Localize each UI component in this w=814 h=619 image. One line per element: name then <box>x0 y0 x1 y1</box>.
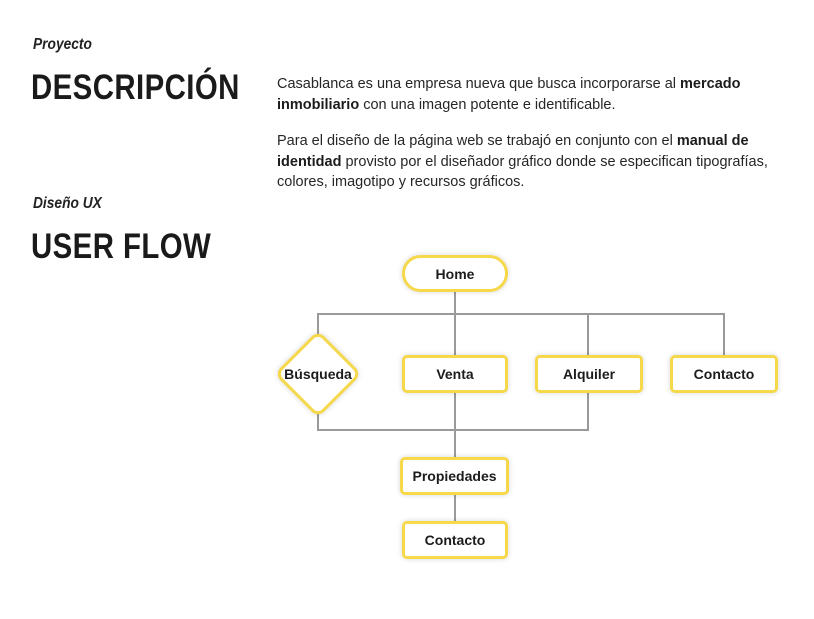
connector-bus-to-contacto <box>723 313 725 356</box>
p1-text-pre: Casablanca es una empresa nueva que busca incorporarse al <box>277 76 681 92</box>
p2-text-bold: manual de identidad <box>277 133 749 170</box>
connector-bottom-bus <box>317 429 589 431</box>
connector-propiedades-to-contacto <box>454 494 456 522</box>
flow-node-home <box>402 255 508 292</box>
flow-node-propiedades <box>400 457 509 495</box>
flow-node-contacto-top <box>670 355 778 393</box>
connector-alquiler-to-bottom-bus <box>587 392 589 431</box>
flow-node-busqueda-label: Búsqueda <box>284 366 352 382</box>
connector-venta-to-propiedades <box>454 392 456 458</box>
p2-text-pre: Para el diseño de la página web se trabajó en conjunto con el <box>277 133 677 149</box>
p2-text-post: provisto por el diseñador gráfico donde se especifican tipografías, colores, imagotipo y recursos gráficos. <box>277 153 768 190</box>
flow-node-contacto-top-label: Contacto <box>693 366 755 382</box>
connector-bus-to-alquiler <box>587 313 589 356</box>
section-eyebrow-proyecto: Proyecto <box>33 36 92 53</box>
flow-node-venta <box>402 355 508 393</box>
flow-node-alquiler-label: Alquiler <box>562 366 616 382</box>
descripcion-copy <box>277 74 777 209</box>
flow-node-contacto-bottom-label: Contacto <box>424 532 486 548</box>
p1-text-bold: mercado inmobiliario <box>277 76 741 113</box>
connector-top-bus <box>317 313 725 315</box>
flow-node-home-label: Home <box>435 265 475 282</box>
descripcion-paragraph-1 <box>277 74 777 115</box>
section-title-user-flow: USER FLOW <box>31 227 212 266</box>
flow-node-contacto-bottom <box>402 521 508 559</box>
section-eyebrow-diseno-ux: Diseño UX <box>33 195 102 212</box>
descripcion-paragraph-2 <box>277 131 777 193</box>
flow-node-venta-label: Venta <box>436 366 474 382</box>
connector-bus-to-venta <box>454 313 456 356</box>
section-title-descripcion: DESCRIPCIÓN <box>31 68 240 107</box>
p1-text-post: con una imagen potente e identificable. <box>359 96 616 113</box>
connector-home-to-bus <box>454 291 456 314</box>
flow-node-alquiler <box>535 355 643 393</box>
flow-node-propiedades-label: Propiedades <box>412 468 497 484</box>
